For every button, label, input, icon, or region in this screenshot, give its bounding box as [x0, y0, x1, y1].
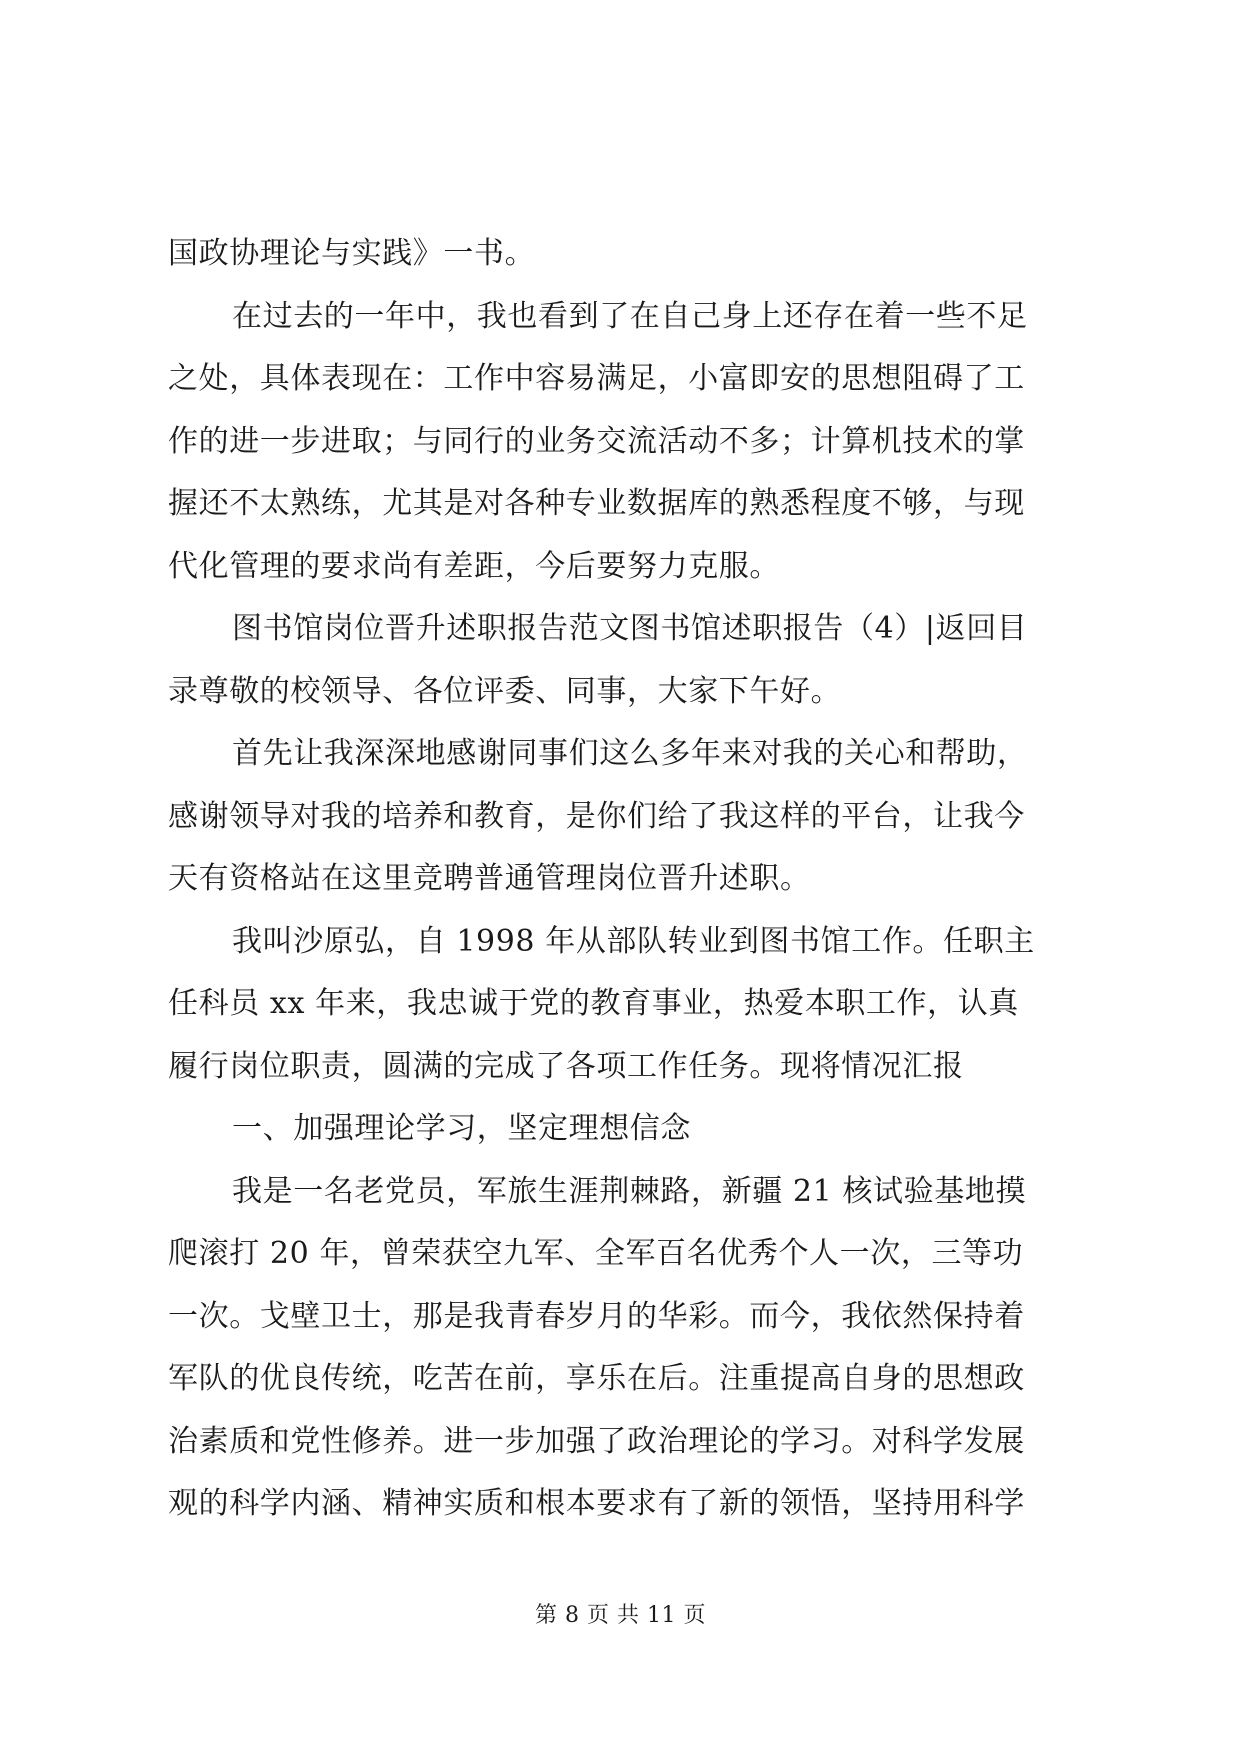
section-heading: 一、加强理论学习，坚定理想信念	[232, 1111, 691, 1146]
text-line: 感谢领导对我的培养和教育，是你们给了我这样的平台，让我今	[168, 798, 1025, 834]
text-line: 作的进一步进取；与同行的业务交流活动不多；计算机技术的掌	[168, 423, 1025, 459]
text-line: 天有资格站在这里竞聘普通管理岗位晋升述职。	[168, 861, 811, 896]
text-line: 一次。戈壁卫士，那是我青春岁月的华彩。而今，我依然保持着	[168, 1298, 1025, 1334]
page-number-footer: 第 8 页 共 11 页	[535, 1603, 706, 1628]
text-line: 我叫沙原弘，自 1998 年从部队转业到图书馆工作。任职主	[232, 923, 1035, 959]
text-line: 观的科学内涵、精神实质和根本要求有了新的领悟，坚持用科学	[168, 1486, 1025, 1521]
text-line: 治素质和党性修养。进一步加强了政治理论的学习。对科学发展	[168, 1423, 1025, 1459]
text-line: 军队的优良传统，吃苦在前，享乐在后。注重提高自身的思想政	[168, 1361, 1025, 1396]
text-line: 国政协理论与实践》一书。	[168, 236, 536, 271]
text-line: 之处，具体表现在：工作中容易满足，小富即安的思想阻碍了工	[168, 361, 1025, 396]
document-body	[168, 223, 1082, 1536]
text-line: 任科员 xx 年来，我忠诚于党的教育事业，热爱本职工作，认真	[168, 986, 1019, 1021]
text-line: 录尊敬的校领导、各位评委、同事，大家下午好。	[168, 673, 842, 709]
text-line: 在过去的一年中，我也看到了在自己身上还存在着一些不足	[232, 298, 1028, 334]
text-line: 首先让我深深地感谢同事们这么多年来对我的关心和帮助，	[232, 736, 1028, 771]
text-line: 代化管理的要求尚有差距，今后要努力克服。	[168, 548, 780, 584]
text-line: 履行岗位职责，圆满的完成了各项工作任务。现将情况汇报	[168, 1048, 964, 1084]
text-line: 我是一名老党员，军旅生涯荆棘路，新疆 21 核试验基地摸	[232, 1173, 1027, 1209]
text-line: 图书馆岗位晋升述职报告范文图书馆述职报告（4）|返回目	[232, 611, 1028, 646]
text-line: 爬滚打 20 年，曾荣获空九军、全军百名优秀个人一次，三等功	[168, 1236, 1024, 1271]
text-line: 握还不太熟练，尤其是对各种专业数据库的熟悉程度不够，与现	[168, 486, 1025, 521]
